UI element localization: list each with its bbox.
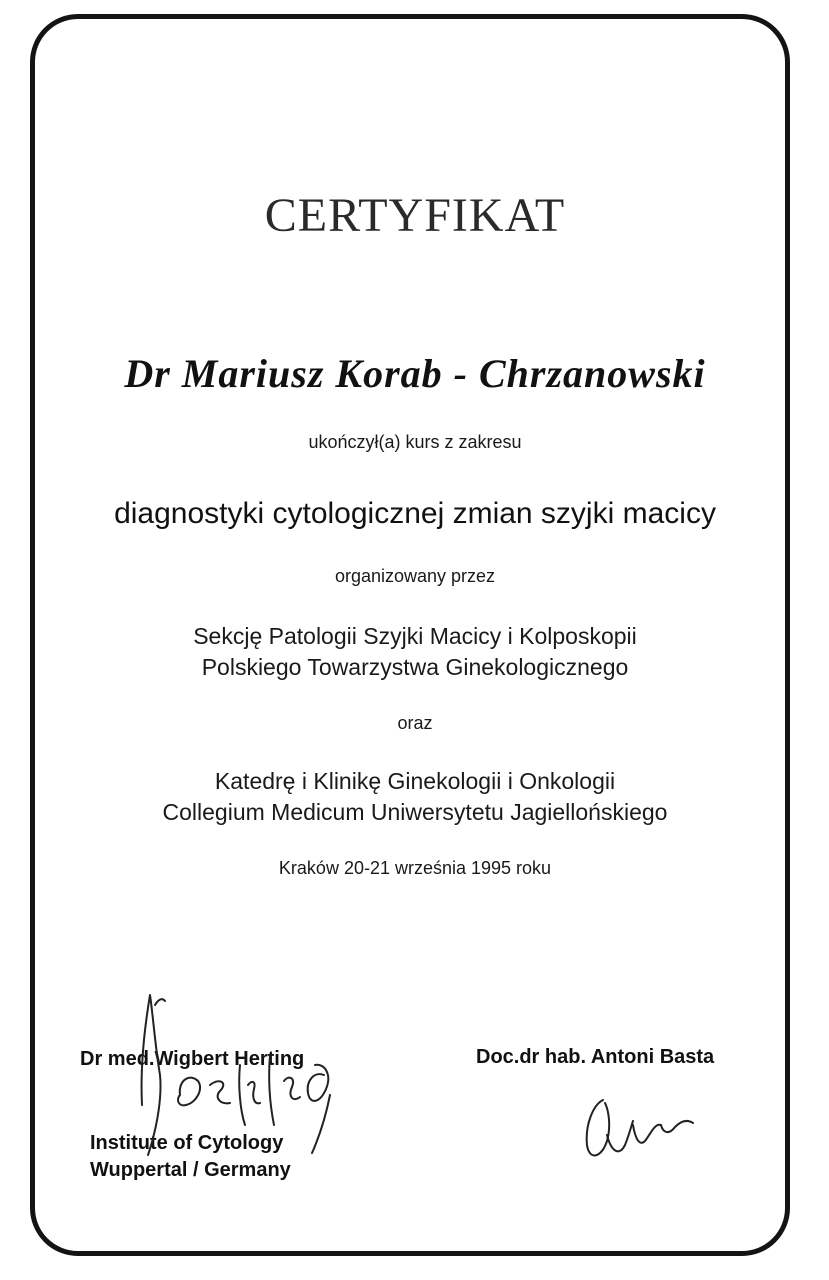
organizer-1-line-2: Polskiego Towarzystwa Ginekologicznego bbox=[201, 654, 629, 680]
left-institution-line-2: Wuppertal / Germany bbox=[90, 1159, 291, 1181]
left-institution-line-1: Institute of Cytology bbox=[90, 1132, 284, 1154]
course-subject: diagnostyki cytologicznej zmian szyjki macicy bbox=[114, 497, 716, 530]
completed-text: ukończył(a) kurs z zakresu bbox=[308, 432, 522, 452]
place-and-date: Kraków 20-21 września 1995 roku bbox=[278, 858, 552, 878]
organizer-1 bbox=[40, 621, 790, 683]
organized-by-text: organizowany przez bbox=[334, 566, 496, 586]
organizer-2 bbox=[40, 766, 790, 828]
organizer-2-line-2: Collegium Medicum Uniwersytetu Jagiellońskiego bbox=[162, 799, 668, 825]
organizer-1-line-1: Sekcję Patologii Szyjki Macicy i Kolposkopii bbox=[193, 623, 637, 649]
right-signatory-name: Doc.dr hab. Antoni Basta bbox=[476, 1046, 715, 1068]
and-text: oraz bbox=[397, 713, 433, 733]
left-signatory-name: Dr med.Wigbert Herting bbox=[80, 1048, 305, 1070]
certificate-title: CERTYFIKAT bbox=[264, 189, 566, 242]
left-signatory-institution bbox=[90, 1130, 291, 1184]
recipient-name: Dr Mariusz Korab - Chrzanowski bbox=[124, 351, 706, 396]
organizer-2-line-1: Katedrę i Klinikę Ginekologii i Onkologii bbox=[214, 768, 616, 794]
